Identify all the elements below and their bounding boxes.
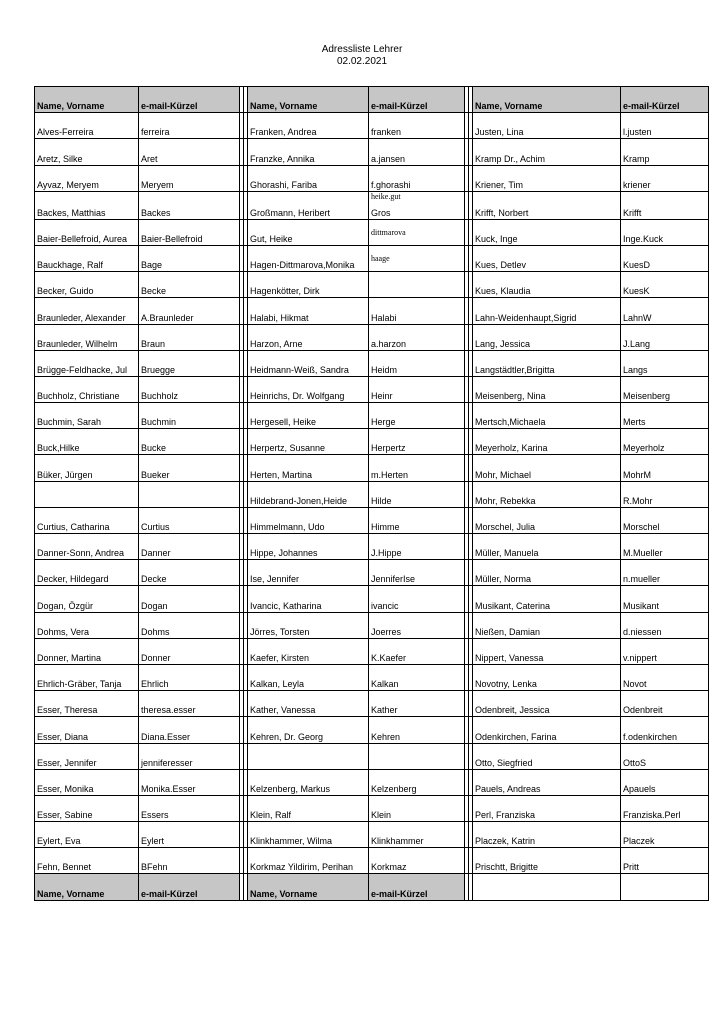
email-short: Meyerholz xyxy=(621,429,709,455)
email-short: Bueker xyxy=(139,455,240,481)
email-short: f.odenkirchen xyxy=(621,717,709,743)
teacher-name: Curtius, Catharina xyxy=(35,507,139,533)
teacher-name: Donner, Martina xyxy=(35,638,139,664)
handwritten-note: heike.gut xyxy=(371,191,401,201)
email-short xyxy=(369,743,465,769)
email-short: Herpertz xyxy=(369,429,465,455)
teacher-name: Dogan, Özgür xyxy=(35,586,139,612)
header-name: Name, Vorname xyxy=(248,87,369,113)
teacher-name: Prischtt, Brigitte xyxy=(473,848,621,874)
table-row xyxy=(35,586,709,612)
teacher-name: Nießen, Damian xyxy=(473,612,621,638)
email-short: Curtius xyxy=(139,507,240,533)
email-short: d.niessen xyxy=(621,612,709,638)
email-short: Monika.Esser xyxy=(139,769,240,795)
email-short: A.Braunleder xyxy=(139,298,240,324)
teacher-name: Decker, Hildegard xyxy=(35,560,139,586)
email-short: Kramp xyxy=(621,139,709,165)
table-row xyxy=(35,664,709,690)
email-short: Dogan xyxy=(139,586,240,612)
teacher-name: Herten, Martina xyxy=(248,455,369,481)
table-row xyxy=(35,455,709,481)
email-short: heike.gut Gros xyxy=(369,191,465,219)
footer-mail: e-mail-Kürzel xyxy=(369,874,465,900)
teacher-name: Baier-Bellefroid, Aurea xyxy=(35,219,139,245)
teacher-name: Gut, Heike xyxy=(248,219,369,245)
email-short: Danner xyxy=(139,534,240,560)
teacher-name: Hagenkötter, Dirk xyxy=(248,272,369,298)
email-short: Baier-Bellefroid xyxy=(139,219,240,245)
teacher-name: Mohr, Michael xyxy=(473,455,621,481)
email-short: MohrM xyxy=(621,455,709,481)
email-short: Hilde xyxy=(369,481,465,507)
teacher-name: Franken, Andrea xyxy=(248,113,369,139)
teacher-name: Buchholz, Christiane xyxy=(35,376,139,402)
email-short: Kelzenberg xyxy=(369,769,465,795)
header-row xyxy=(35,87,709,113)
teacher-name: Buck,Hilke xyxy=(35,429,139,455)
teacher-name: Esser, Monika xyxy=(35,769,139,795)
email-short: Franziska.Perl xyxy=(621,795,709,821)
email-short: Heinr xyxy=(369,376,465,402)
table-row xyxy=(35,113,709,139)
teacher-name: Ivancic, Katharina xyxy=(248,586,369,612)
teacher-name: Müller, Manuela xyxy=(473,534,621,560)
email-short: Aret xyxy=(139,139,240,165)
teacher-name: Mertsch,Michaela xyxy=(473,403,621,429)
teacher-name: Heidmann-Weiß, Sandra xyxy=(248,350,369,376)
email-short: Eylert xyxy=(139,822,240,848)
email-short: Herge xyxy=(369,403,465,429)
table-row xyxy=(35,376,709,402)
teacher-name: Jörres, Torsten xyxy=(248,612,369,638)
teacher-name: Ehrlich-Gräber, Tanja xyxy=(35,664,139,690)
table-row xyxy=(35,324,709,350)
teacher-name: Kelzenberg, Markus xyxy=(248,769,369,795)
email-short: Odenbreit xyxy=(621,691,709,717)
teacher-name: Musikant, Caterina xyxy=(473,586,621,612)
teacher-name: Kalkan, Leyla xyxy=(248,664,369,690)
teacher-name: Müller, Norma xyxy=(473,560,621,586)
teacher-name: Meyerholz, Karina xyxy=(473,429,621,455)
table-row xyxy=(35,165,709,191)
email-short: Merts xyxy=(621,403,709,429)
email-short: Krifft xyxy=(621,191,709,219)
handwritten-note: dittmarova xyxy=(371,227,406,237)
email-short: Kalkan xyxy=(369,664,465,690)
table-row xyxy=(35,272,709,298)
email-short: Morschel xyxy=(621,507,709,533)
email-short: Donner xyxy=(139,638,240,664)
teacher-name: Hildebrand-Jonen,Heide xyxy=(248,481,369,507)
email-short: Diana.Esser xyxy=(139,717,240,743)
teacher-name: Klinkhammer, Wilma xyxy=(248,822,369,848)
teacher-name: Braunleder, Wilhelm xyxy=(35,324,139,350)
teacher-name: Kehren, Dr. Georg xyxy=(248,717,369,743)
teacher-name: Braunleder, Alexander xyxy=(35,298,139,324)
email-short: Klein xyxy=(369,795,465,821)
teacher-name: Aretz, Silke xyxy=(35,139,139,165)
email-short: LahnW xyxy=(621,298,709,324)
table-row xyxy=(35,795,709,821)
email-short: Placzek xyxy=(621,822,709,848)
teacher-name: Korkmaz Yildirim, Perihan xyxy=(248,848,369,874)
table-row xyxy=(35,612,709,638)
table-row xyxy=(35,560,709,586)
teacher-name: Himmelmann, Udo xyxy=(248,507,369,533)
teacher-name: Lahn-Weidenhaupt,Sigrid xyxy=(473,298,621,324)
email-short: Backes xyxy=(139,191,240,219)
teacher-name: Kaefer, Kirsten xyxy=(248,638,369,664)
email-short: franken xyxy=(369,113,465,139)
teacher-name: Buchmin, Sarah xyxy=(35,403,139,429)
header-name: Name, Vorname xyxy=(35,87,139,113)
email-short: Heidm xyxy=(369,350,465,376)
teacher-name: Hippe, Johannes xyxy=(248,534,369,560)
email-short xyxy=(369,272,465,298)
teacher-name: Kuck, Inge xyxy=(473,219,621,245)
teacher-name: Backes, Matthias xyxy=(35,191,139,219)
footer-empty xyxy=(621,874,709,900)
footer-row xyxy=(35,874,709,900)
teacher-name: Krifft, Norbert xyxy=(473,191,621,219)
email-short: Novot xyxy=(621,664,709,690)
teacher-name: Morschel, Julia xyxy=(473,507,621,533)
email-short: Meryem xyxy=(139,165,240,191)
footer-mail: e-mail-Kürzel xyxy=(139,874,240,900)
table-row xyxy=(35,403,709,429)
teacher-name: Odenkirchen, Farina xyxy=(473,717,621,743)
teacher-name: Langstädtler,Brigitta xyxy=(473,350,621,376)
teacher-name: Kues, Detlev xyxy=(473,245,621,271)
teacher-name: Esser, Jennifer xyxy=(35,743,139,769)
email-short: m.Herten xyxy=(369,455,465,481)
footer-name: Name, Vorname xyxy=(248,874,369,900)
email-short: Kather xyxy=(369,691,465,717)
email-short: n.mueller xyxy=(621,560,709,586)
email-short xyxy=(139,481,240,507)
teacher-name: Hagen-Dittmarova,Monika xyxy=(248,245,369,271)
teacher-name: Pauels, Andreas xyxy=(473,769,621,795)
email-short: KuesD xyxy=(621,245,709,271)
teacher-name: Hergesell, Heike xyxy=(248,403,369,429)
email-short: ivancic xyxy=(369,586,465,612)
email-short: R.Mohr xyxy=(621,481,709,507)
email-short: Meisenberg xyxy=(621,376,709,402)
table-row xyxy=(35,717,709,743)
email-short: KuesK xyxy=(621,272,709,298)
teacher-name: Otto, Siegfried xyxy=(473,743,621,769)
teacher-name: Büker, Jürgen xyxy=(35,455,139,481)
email-short: J.Lang xyxy=(621,324,709,350)
email-short: Dohms xyxy=(139,612,240,638)
teacher-name: Odenbreit, Jessica xyxy=(473,691,621,717)
teacher-name: Ghorashi, Fariba xyxy=(248,165,369,191)
teacher-name: Esser, Theresa xyxy=(35,691,139,717)
email-short: Apauels xyxy=(621,769,709,795)
email-short: OttoS xyxy=(621,743,709,769)
teacher-name xyxy=(35,481,139,507)
address-table xyxy=(34,86,709,901)
email-short: Buchholz xyxy=(139,376,240,402)
email-short: Bage xyxy=(139,245,240,271)
table-row xyxy=(35,534,709,560)
teacher-name: Meisenberg, Nina xyxy=(473,376,621,402)
teacher-name: Brügge-Feldhacke, Jul xyxy=(35,350,139,376)
email-short: Buchmin xyxy=(139,403,240,429)
email-short: Himme xyxy=(369,507,465,533)
email-short: Becke xyxy=(139,272,240,298)
table-row xyxy=(35,219,709,245)
email-short: Joerres xyxy=(369,612,465,638)
table-row xyxy=(35,638,709,664)
email-short: M.Mueller xyxy=(621,534,709,560)
table-row xyxy=(35,743,709,769)
email-short: kriener xyxy=(621,165,709,191)
table-row xyxy=(35,848,709,874)
email-short: Decke xyxy=(139,560,240,586)
email-short: Klinkhammer xyxy=(369,822,465,848)
email-short: Langs xyxy=(621,350,709,376)
teacher-name: Klein, Ralf xyxy=(248,795,369,821)
email-short xyxy=(369,219,465,245)
table-row xyxy=(35,429,709,455)
teacher-name: Franzke, Annika xyxy=(248,139,369,165)
teacher-name: Heinrichs, Dr. Wolfgang xyxy=(248,376,369,402)
table-row xyxy=(35,507,709,533)
email-short xyxy=(369,245,465,271)
header-mail: e-mail-Kürzel xyxy=(369,87,465,113)
email-short: Musikant xyxy=(621,586,709,612)
teacher-name: Placzek, Katrin xyxy=(473,822,621,848)
teacher-name: Danner-Sonn, Andrea xyxy=(35,534,139,560)
teacher-name: Dohms, Vera xyxy=(35,612,139,638)
teacher-name: Becker, Guido xyxy=(35,272,139,298)
email-short: a.harzon xyxy=(369,324,465,350)
email-short: BFehn xyxy=(139,848,240,874)
table-row xyxy=(35,481,709,507)
email-short: Ehrlich xyxy=(139,664,240,690)
teacher-name: Ayvaz, Meryem xyxy=(35,165,139,191)
footer-empty xyxy=(473,874,621,900)
email-short: Pritt xyxy=(621,848,709,874)
teacher-name: Herpertz, Susanne xyxy=(248,429,369,455)
handwritten-note: haage xyxy=(371,254,390,264)
teacher-name: Mohr, Rebekka xyxy=(473,481,621,507)
teacher-name: Lang, Jessica xyxy=(473,324,621,350)
table-row xyxy=(35,191,709,219)
email-short: ferreira xyxy=(139,113,240,139)
email-short: Bruegge xyxy=(139,350,240,376)
teacher-name: Kues, Klaudia xyxy=(473,272,621,298)
document-date: 02.02.2021 xyxy=(336,56,388,67)
footer-name: Name, Vorname xyxy=(35,874,139,900)
email-short: Inge.Kuck xyxy=(621,219,709,245)
header-mail: e-mail-Kürzel xyxy=(139,87,240,113)
table-row xyxy=(35,691,709,717)
teacher-name: Esser, Sabine xyxy=(35,795,139,821)
teacher-name: Perl, Franziska xyxy=(473,795,621,821)
email-short: jenniferesser xyxy=(139,743,240,769)
header-name: Name, Vorname xyxy=(473,87,621,113)
document-title: Adressliste Lehrer xyxy=(321,44,403,55)
email-short: Kehren xyxy=(369,717,465,743)
teacher-name: Fehn, Bennet xyxy=(35,848,139,874)
teacher-name: Esser, Diana xyxy=(35,717,139,743)
teacher-name: Halabi, Hikmat xyxy=(248,298,369,324)
email-short: Halabi xyxy=(369,298,465,324)
teacher-name: Kriener, Tim xyxy=(473,165,621,191)
table-row xyxy=(35,298,709,324)
email-short: Braun xyxy=(139,324,240,350)
teacher-name: Eylert, Eva xyxy=(35,822,139,848)
email-short: theresa.esser xyxy=(139,691,240,717)
table-row xyxy=(35,245,709,271)
email-short: JenniferIse xyxy=(369,560,465,586)
header-mail: e-mail-Kürzel xyxy=(621,87,709,113)
email-short: K.Kaefer xyxy=(369,638,465,664)
table-row xyxy=(35,769,709,795)
teacher-name: Nippert, Vanessa xyxy=(473,638,621,664)
table-row xyxy=(35,822,709,848)
teacher-name: Ise, Jennifer xyxy=(248,560,369,586)
teacher-name: Kather, Vanessa xyxy=(248,691,369,717)
teacher-name: Novotny, Lenka xyxy=(473,664,621,690)
email-short: f.ghorashi xyxy=(369,165,465,191)
teacher-name: Alves-Ferreira xyxy=(35,113,139,139)
email-short: Bucke xyxy=(139,429,240,455)
table-row xyxy=(35,139,709,165)
email-short: Essers xyxy=(139,795,240,821)
table-row xyxy=(35,350,709,376)
teacher-name: Großmann, Heribert xyxy=(248,191,369,219)
teacher-name: Bauckhage, Ralf xyxy=(35,245,139,271)
email-short: J.Hippe xyxy=(369,534,465,560)
teacher-name: Kramp Dr., Achim xyxy=(473,139,621,165)
email-short: l.justen xyxy=(621,113,709,139)
teacher-name xyxy=(248,743,369,769)
teacher-name: Harzon, Arne xyxy=(248,324,369,350)
teacher-name: Justen, Lina xyxy=(473,113,621,139)
email-short: v.nippert xyxy=(621,638,709,664)
email-short: a.jansen xyxy=(369,139,465,165)
email-short: Korkmaz xyxy=(369,848,465,874)
